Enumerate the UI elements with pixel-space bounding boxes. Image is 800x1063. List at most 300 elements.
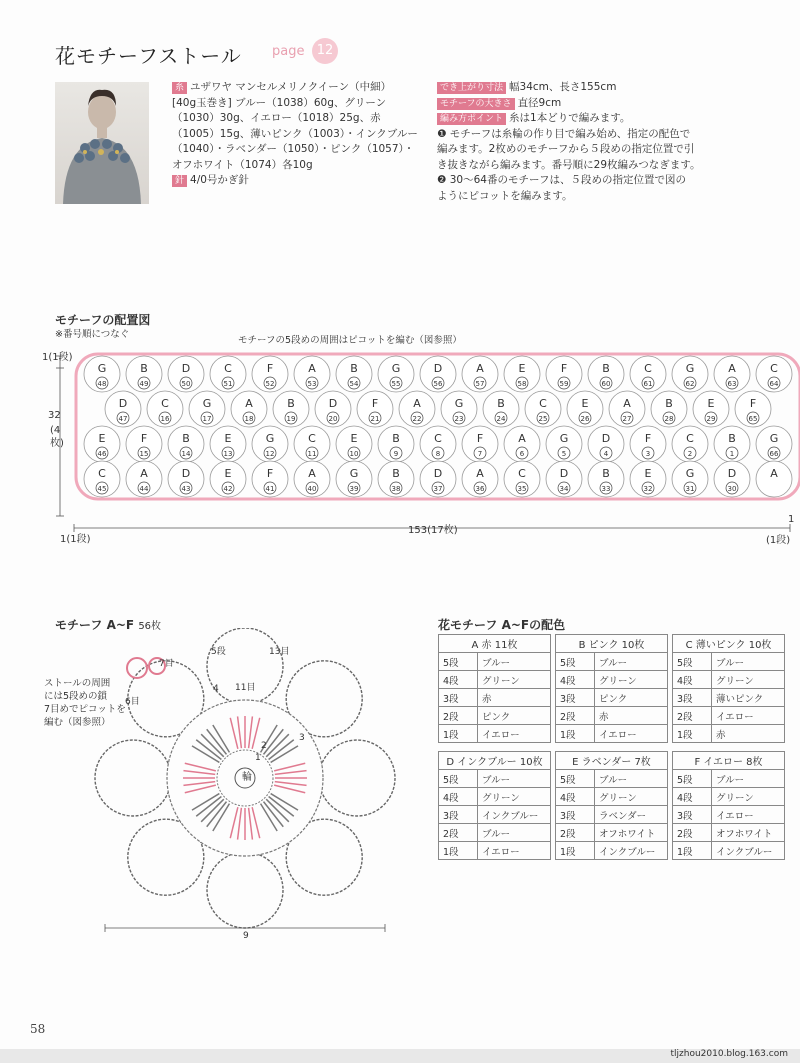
motif-letter: C [224, 362, 232, 375]
color-table-row [673, 806, 785, 824]
round-cell: 5段 [439, 770, 478, 788]
round-cell: 5段 [673, 770, 712, 788]
motif-letter: C [161, 397, 169, 410]
layout-subtitle: ※番号順につなぐ [55, 329, 130, 340]
motif-note-0: ストールの周囲 [44, 678, 111, 689]
motif-number: 21 [370, 415, 380, 423]
motif-letter: G [265, 432, 275, 445]
color-table-row [439, 824, 551, 842]
motif-number: 24 [496, 415, 506, 423]
color-table-row [556, 725, 668, 743]
round-cell: 2段 [439, 824, 478, 842]
motif-letter: C [686, 432, 694, 445]
round-cell: 4段 [556, 788, 595, 806]
motif-letter: A [728, 362, 736, 375]
color-table-head: E ラベンダー 7枚 [556, 752, 668, 770]
round-cell: 2段 [673, 824, 712, 842]
motif-letter: E [350, 432, 358, 445]
color-cell: インクブルー [478, 806, 551, 824]
color-table-row [439, 671, 551, 689]
color-cell: 赤 [712, 725, 785, 743]
yarn-tag: 糸 [172, 82, 187, 94]
motif-count: 56枚 [138, 621, 162, 632]
motif-number: 28 [664, 415, 674, 423]
needle-text: 4/0号かぎ針 [190, 174, 249, 186]
motif-number: 22 [412, 415, 422, 423]
color-cell: ブルー [595, 653, 668, 671]
motif-number: 45 [97, 485, 107, 493]
color-cell: イエロー [595, 725, 668, 743]
color-table-row [439, 725, 551, 743]
motif-number: 62 [685, 380, 695, 388]
motif-number: 61 [643, 380, 653, 388]
color-cell: イエロー [712, 806, 785, 824]
motif-number: 25 [538, 415, 548, 423]
motif-letter: A [308, 362, 316, 375]
round-cell: 4段 [673, 671, 712, 689]
motif-number: 17 [202, 415, 212, 423]
motif-number: 59 [559, 380, 569, 388]
layout-height-sub2: 枚) [50, 438, 64, 449]
motif-letter: D [118, 397, 128, 410]
color-table [555, 751, 668, 860]
motif-letter: A [476, 467, 484, 480]
motif-letter: A [140, 467, 148, 480]
point-line-2: き抜きながら編みます。番号順に29枚編みつなぎます。 [437, 158, 701, 171]
round-cell: 5段 [439, 653, 478, 671]
color-table-row [556, 707, 668, 725]
motif-number: 52 [265, 380, 275, 388]
motif-letter: D [727, 467, 737, 480]
motif-number: 60 [601, 380, 611, 388]
motif-number: 9 [393, 450, 399, 458]
motif-number: 4 [603, 450, 609, 458]
round-cell: 4段 [439, 788, 478, 806]
motif-letter: E [224, 467, 232, 480]
round-cell: 5段 [673, 653, 712, 671]
round-cell: 3段 [673, 689, 712, 707]
motif-letter: C [434, 432, 442, 445]
color-cell: オフホワイト [712, 824, 785, 842]
motif-number: 15 [139, 450, 149, 458]
motif-number: 18 [244, 415, 254, 423]
motif-number: 5 [561, 450, 567, 458]
label-1: 1 [255, 753, 261, 763]
motif-letter: B [182, 432, 190, 445]
layout-callout: モチーフの5段めの周囲はピコットを編む（図参照） [238, 335, 462, 346]
motif-number: 63 [727, 380, 737, 388]
color-cell: グリーン [478, 671, 551, 689]
motif-note-2: 7目めでピコットを [44, 704, 126, 715]
color-cell: イエロー [712, 707, 785, 725]
color-table-head: C 薄いピンク 10枚 [673, 635, 785, 653]
round-cell: 3段 [439, 689, 478, 707]
color-cell: イエロー [478, 725, 551, 743]
color-cell: インクブルー [595, 842, 668, 860]
color-table-row [556, 806, 668, 824]
motif-number: 37 [433, 485, 443, 493]
color-table-head: F イエロー 8枚 [673, 752, 785, 770]
color-table-row [556, 671, 668, 689]
yarn-line-3: （1005）15g、薄いピンク（1003）・インクブルー [172, 127, 418, 140]
motif-letter: E [224, 432, 232, 445]
label-2: 2 [261, 741, 267, 751]
motif-letter: F [140, 432, 148, 445]
motif-letter: D [181, 467, 191, 480]
yarn-line-0: ユザワヤ マンセルメリノクイーン（中細） [190, 81, 392, 93]
color-cell: ラベンダー [595, 806, 668, 824]
motif-number: 51 [223, 380, 233, 388]
color-table-head: B ピンク 10枚 [556, 635, 668, 653]
motif-letter: E [707, 397, 715, 410]
motif-letter: G [391, 362, 401, 375]
color-table-row [439, 770, 551, 788]
motif-letter: F [476, 432, 484, 445]
motif-letter: B [602, 362, 610, 375]
color-cell: グリーン [712, 671, 785, 689]
motif-number: 54 [349, 380, 359, 388]
label-11th: 11目 [235, 683, 256, 693]
point-line-4: ようにピコットを編みます。 [437, 189, 573, 202]
color-tables [438, 634, 793, 860]
motif-letter: B [728, 432, 736, 445]
motif-number: 65 [748, 415, 758, 423]
color-table [672, 751, 785, 860]
page-ref-label: page [272, 44, 305, 59]
motif-letter: A [770, 467, 778, 480]
color-table [672, 634, 785, 743]
motif-letter: G [685, 362, 695, 375]
motif-letter: B [497, 397, 505, 410]
motif-letter: A [308, 467, 316, 480]
label-width: 9 [243, 931, 249, 941]
yarn-line-1: [40g玉巻き] ブルー（1038）60g、グリーン [172, 96, 387, 109]
color-cell: グリーン [478, 788, 551, 806]
color-table-row [673, 788, 785, 806]
round-cell: 4段 [556, 671, 595, 689]
label-13th: 13目 [269, 647, 290, 657]
needle-tag: 針 [172, 175, 187, 187]
color-table-row [556, 788, 668, 806]
layout-width-label: 153(17枚) [408, 525, 458, 536]
motif-number: 10 [349, 450, 359, 458]
motif-letter: D [181, 362, 191, 375]
motif-number: 19 [286, 415, 296, 423]
color-table-row [673, 770, 785, 788]
color-table-row [556, 770, 668, 788]
motif-letter: F [266, 362, 274, 375]
color-table-row [556, 653, 668, 671]
color-cell: ブルー [478, 653, 551, 671]
color-cell: グリーン [595, 788, 668, 806]
motif-number: 49 [139, 380, 149, 388]
motif-letter: D [601, 432, 611, 445]
motif-number: 46 [97, 450, 107, 458]
motif-number: 57 [475, 380, 485, 388]
layout-right-top: 1 [788, 514, 795, 525]
motif-letter: D [433, 467, 443, 480]
color-table-row [439, 689, 551, 707]
layout-title: モチーフの配置図 [55, 313, 151, 327]
motif-number: 31 [685, 485, 695, 493]
color-table-row [439, 842, 551, 860]
outer-petal [95, 740, 171, 816]
motif-number: 30 [727, 485, 737, 493]
motif-note-3: 編む（図参照） [44, 717, 111, 728]
motif-number: 20 [328, 415, 338, 423]
tables-row-1 [438, 634, 793, 743]
label-ring: 輪 [242, 772, 252, 783]
motif-number: 55 [391, 380, 401, 388]
color-table-row [673, 842, 785, 860]
round-cell: 1段 [556, 725, 595, 743]
round-cell: 2段 [556, 707, 595, 725]
motif-number: 16 [160, 415, 170, 423]
motif-letter: B [350, 362, 358, 375]
motif-letter: B [140, 362, 148, 375]
motif-number: 34 [559, 485, 569, 493]
label-3: 3 [299, 733, 305, 743]
motif-letter: A [413, 397, 421, 410]
color-cell: ブルー [712, 770, 785, 788]
motif-letter: G [97, 362, 107, 375]
color-table [555, 634, 668, 743]
layout-height-sub: (4 [50, 425, 61, 436]
page-title: 花モチーフストール [55, 44, 242, 68]
color-cell: ブルー [478, 770, 551, 788]
motif-number: 1 [729, 450, 735, 458]
color-table-row [673, 707, 785, 725]
color-cell: グリーン [712, 788, 785, 806]
color-cell: 赤 [478, 689, 551, 707]
how-tag: 編み方ポイント [437, 113, 506, 125]
color-table-title: 花モチーフ A~Fの配色 [438, 618, 566, 632]
motif-number: 26 [580, 415, 590, 423]
round-cell: 2段 [556, 824, 595, 842]
color-cell: ブルー [595, 770, 668, 788]
motif-letter: G [769, 432, 779, 445]
round-cell: 3段 [556, 689, 595, 707]
motif-letter: A [623, 397, 631, 410]
layout-right-label: (1段) [766, 535, 791, 546]
layout-height-label: 32 [48, 410, 61, 421]
motif-number: 13 [223, 450, 233, 458]
motif-number: 11 [307, 450, 317, 458]
motif-number: 8 [435, 450, 441, 458]
motif-letter: G [349, 467, 359, 480]
tables-row-2 [438, 751, 793, 860]
round-cell: 3段 [439, 806, 478, 824]
round-cell: 1段 [439, 725, 478, 743]
color-cell: ピンク [478, 707, 551, 725]
motif-letter: F [560, 362, 568, 375]
motif-stitch-chart [85, 628, 415, 948]
motif-number: 38 [391, 485, 401, 493]
color-cell: 赤 [595, 707, 668, 725]
motif-letter: B [287, 397, 295, 410]
motif-letter: G [454, 397, 464, 410]
motif-letter: C [770, 362, 778, 375]
motif-letter: D [433, 362, 443, 375]
motif-letter: G [685, 467, 695, 480]
color-table [438, 751, 551, 860]
color-table-row [439, 806, 551, 824]
color-table-row [673, 689, 785, 707]
motif-number: 2 [687, 450, 693, 458]
round-cell: 3段 [673, 806, 712, 824]
motif-letter: F [749, 397, 757, 410]
specs-block [437, 80, 777, 204]
motif-letter: B [665, 397, 673, 410]
motif-letter: C [644, 362, 652, 375]
layout-top-label: 1(1段) [42, 352, 73, 363]
round-cell: 1段 [556, 842, 595, 860]
motif-number: 14 [181, 450, 191, 458]
motif-title-text: モチーフ A~F [55, 618, 135, 632]
motif-letter: B [602, 467, 610, 480]
motif-letter: G [559, 432, 569, 445]
label-7th: 7目 [159, 659, 174, 669]
motif-letter: E [644, 467, 652, 480]
motif-number: 42 [223, 485, 233, 493]
round-cell: 2段 [673, 707, 712, 725]
color-cell: オフホワイト [595, 824, 668, 842]
motif-number: 7 [477, 450, 483, 458]
motif-note-1: には5段めの鎖 [44, 691, 108, 702]
page-number: 58 [30, 1022, 46, 1036]
point-line-0: ❶ モチーフは糸輪の作り目で編み始め、指定の配色で [437, 127, 691, 140]
color-table-row [556, 689, 668, 707]
motif-size-tag: モチーフの大きさ [437, 98, 515, 110]
motif-number: 56 [433, 380, 443, 388]
color-cell: ピンク [595, 689, 668, 707]
motif-number: 39 [349, 485, 359, 493]
round-cell: 5段 [556, 770, 595, 788]
motif-number: 27 [622, 415, 632, 423]
motif-number: 23 [454, 415, 464, 423]
round-cell: 1段 [673, 842, 712, 860]
motif-letter: F [644, 432, 652, 445]
motif-letter: E [581, 397, 589, 410]
label-round5: 5段 [211, 647, 226, 657]
model-photo [55, 82, 149, 204]
color-table-row [439, 653, 551, 671]
how-text: 糸は1本どりで編みます。 [509, 112, 631, 124]
color-cell: グリーン [595, 671, 668, 689]
motif-number: 43 [181, 485, 191, 493]
motif-number: 3 [645, 450, 651, 458]
color-table-row [439, 707, 551, 725]
motif-size-text: 直径9cm [517, 96, 562, 109]
outer-petal [319, 740, 395, 816]
color-cell: イエロー [478, 842, 551, 860]
motif-number: 40 [307, 485, 317, 493]
color-cell: インクブルー [712, 842, 785, 860]
color-table-row [673, 725, 785, 743]
motif-number: 47 [118, 415, 128, 423]
motif-letter: F [266, 467, 274, 480]
motif-letter: A [518, 432, 526, 445]
footer-text: tljzhou2010.blog.163.com [670, 1049, 788, 1059]
motif-letter: C [98, 467, 106, 480]
color-table [438, 634, 551, 743]
motif-number: 53 [307, 380, 317, 388]
round-cell: 2段 [439, 707, 478, 725]
motif-number: 6 [519, 450, 525, 458]
round-cell: 3段 [556, 806, 595, 824]
page-ref-number: 12 [312, 38, 338, 64]
color-table-head: A 赤 11枚 [439, 635, 551, 653]
yarn-line-5: オフホワイト（1074）各10g [172, 158, 313, 171]
motif-number: 33 [601, 485, 611, 493]
motif-letter: D [328, 397, 338, 410]
motif-number: 66 [769, 450, 779, 458]
motif-number: 41 [265, 485, 275, 493]
motif-number: 50 [181, 380, 191, 388]
motif-letter: A [245, 397, 253, 410]
yarn-line-4: （1040）・ラベンダー（1050）・ピンク（1057）・ [172, 143, 415, 155]
motif-letter: E [98, 432, 106, 445]
layout-motifs [84, 356, 792, 497]
motif-letter: A [476, 362, 484, 375]
motif-letter: B [392, 467, 400, 480]
color-table-row [439, 788, 551, 806]
motif-number: 48 [97, 380, 107, 388]
color-cell: ブルー [712, 653, 785, 671]
materials-block [172, 80, 422, 189]
color-table-row [556, 824, 668, 842]
size-tag: でき上がり寸法 [437, 82, 506, 94]
motif-letter: F [371, 397, 379, 410]
motif-letter: G [202, 397, 212, 410]
round-cell: 1段 [673, 725, 712, 743]
motif-number: 44 [139, 485, 149, 493]
point-line-3: ❷ 30～64番のモチーフは、５段めの指定位置で図の [437, 174, 686, 186]
round-cell: 4段 [673, 788, 712, 806]
motif-number: 35 [517, 485, 527, 493]
color-table-row [673, 653, 785, 671]
motif-letter: C [308, 432, 316, 445]
label-6th: 6目 [125, 697, 140, 707]
color-cell: 薄いピンク [712, 689, 785, 707]
motif-number: 12 [265, 450, 275, 458]
motif-letter: C [539, 397, 547, 410]
outer-petal [207, 852, 283, 928]
size-text: 幅34cm、長さ155cm [509, 81, 617, 93]
motif-number: 29 [706, 415, 716, 423]
yarn-line-2: （1030）30g、イエロー（1018）25g、赤 [172, 112, 381, 124]
round-cell: 1段 [439, 842, 478, 860]
motif-number: 58 [517, 380, 527, 388]
point-line-1: 編みます。2枚めのモチーフから５段めの指定位置で引 [437, 143, 695, 155]
motif-number: 64 [769, 380, 779, 388]
motif-letter: E [518, 362, 526, 375]
motif-number: 36 [475, 485, 485, 493]
round-cell: 5段 [556, 653, 595, 671]
round-cell: 4段 [439, 671, 478, 689]
color-table-row [673, 671, 785, 689]
motif-layout-diagram [30, 340, 800, 550]
motif-letter: C [518, 467, 526, 480]
motif-number: 32 [643, 485, 653, 493]
motif-letter: D [559, 467, 569, 480]
color-table-row [673, 824, 785, 842]
layout-bottom-label: 1(1段) [60, 534, 91, 545]
label-4: 4 [213, 684, 219, 694]
color-table-row [556, 842, 668, 860]
color-table-head: D インクブルー 10枚 [439, 752, 551, 770]
color-cell: ブルー [478, 824, 551, 842]
